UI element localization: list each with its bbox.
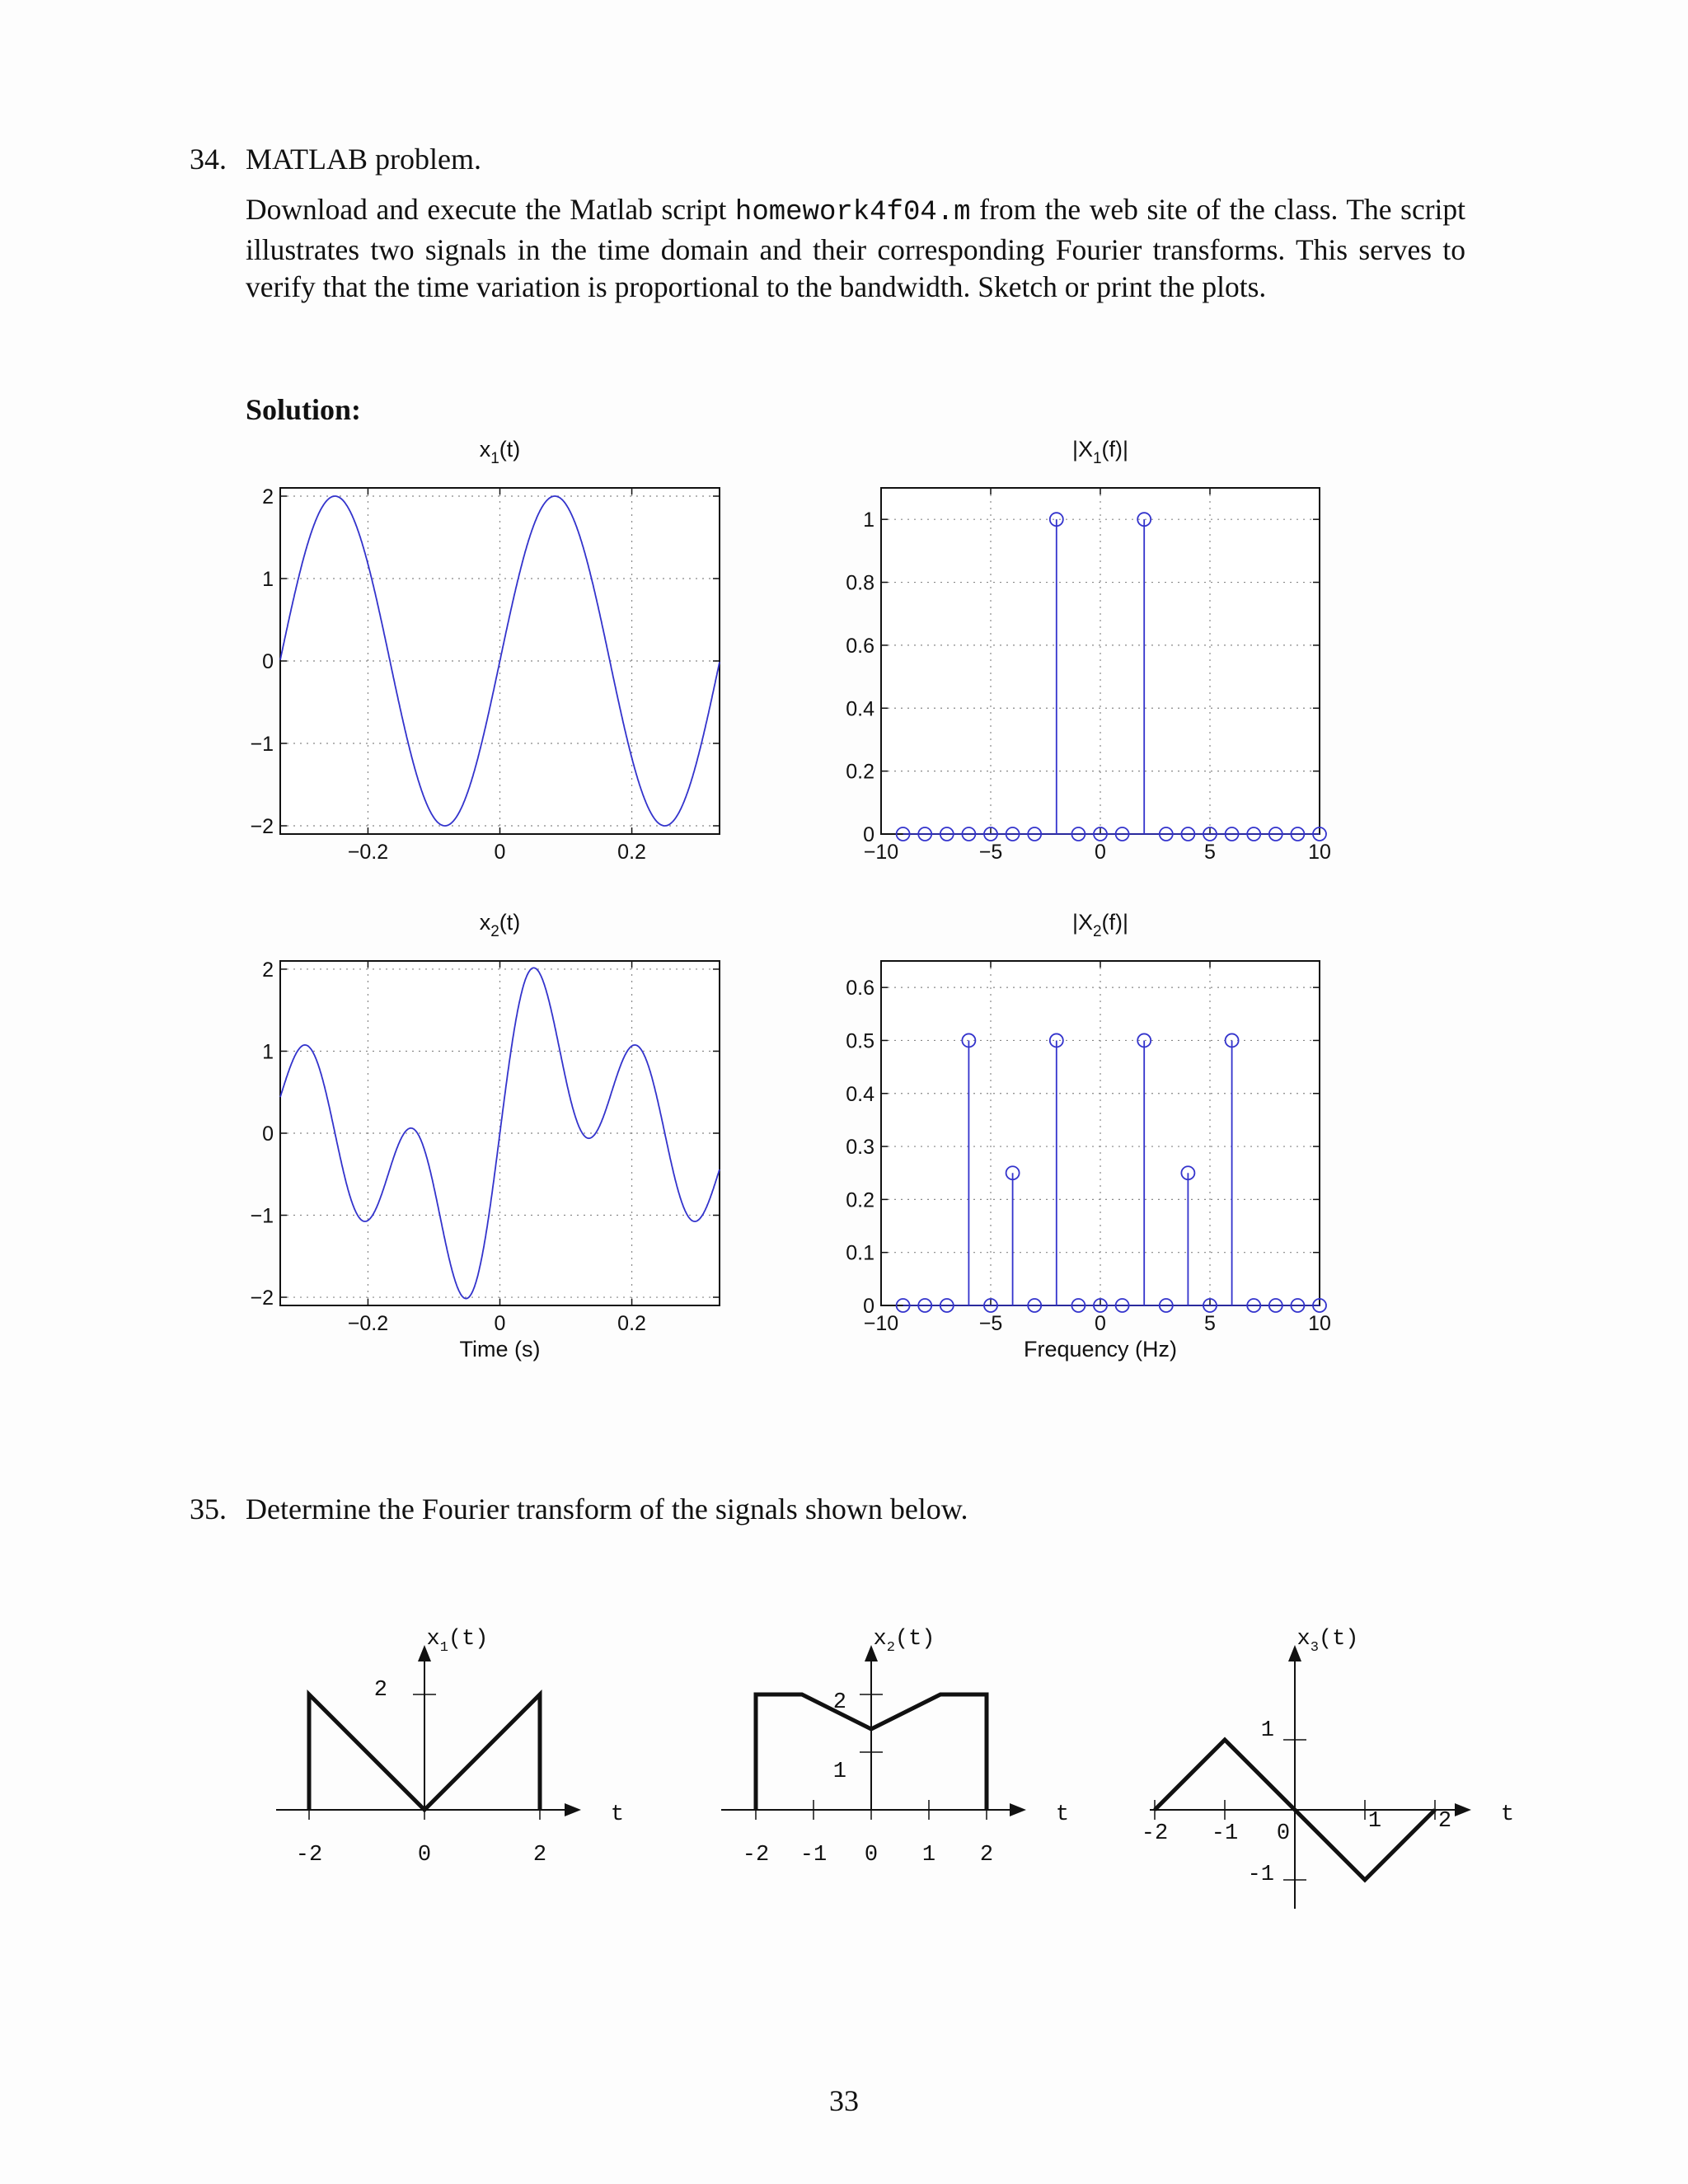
y-tick-label: 0.3 [846, 1136, 874, 1160]
chart-title-base: x [1296, 1627, 1311, 1652]
x-tick-label: −0.2 [347, 1312, 389, 1335]
x-tick-label: 0 [1276, 1821, 1291, 1846]
y-tick-label: 0.6 [846, 634, 874, 658]
axis-label-t: t [1500, 1802, 1515, 1827]
chart-title-sub: 2 [1092, 923, 1102, 940]
y-tick-label: 1 [1260, 1718, 1274, 1743]
x-tick-label: 0 [1095, 1312, 1106, 1335]
chart-panel-1 [250, 437, 720, 864]
problem-34-text-after: from the web site of the class. The script illustrates two signals in the time domain and their corresponding Fourier transforms. This serves to verify that the time variation is proportional to the bandwidth. Sketch or print the plots. [246, 193, 1466, 303]
chart-title-base: x [873, 1627, 887, 1652]
x-tick-label: −10 [863, 841, 899, 864]
x-tick-label: 10 [1308, 1312, 1331, 1335]
chart-title-tail: (t) [1318, 1627, 1359, 1652]
y-tick-label: 2 [832, 1690, 846, 1715]
script-name: homework4f04.m [734, 197, 971, 228]
x-tick-label: 0.2 [617, 1312, 646, 1335]
chart-title [873, 1627, 935, 1656]
x-tick-label: 0.2 [617, 841, 646, 864]
x-tick-label: 1 [1367, 1809, 1382, 1834]
x-tick-label: 2 [979, 1843, 994, 1868]
y-tick-label: 1 [262, 568, 274, 591]
chart-title-sub: 3 [1310, 1640, 1319, 1656]
chart-title-base: x [479, 437, 491, 462]
x-axis-arrow [1010, 1803, 1026, 1816]
y-tick-label: 0.4 [846, 697, 874, 721]
chart-title-tail: (t) [894, 1627, 935, 1652]
y-tick-label: 1 [863, 509, 874, 532]
chart-title-tail: (t) [499, 910, 521, 935]
x-tick-label: 5 [1204, 841, 1216, 864]
chart-title-sub: 1 [490, 450, 499, 467]
y-tick-label: 0.1 [846, 1241, 874, 1265]
y-tick-label: 0.8 [846, 571, 874, 595]
chart-title [1072, 437, 1128, 467]
chart-title-sub: 2 [886, 1640, 895, 1656]
chart-title-tail: (f)| [1101, 437, 1129, 462]
problem-34-title: MATLAB problem. [246, 143, 481, 176]
chart-title-base: |X [1071, 910, 1093, 935]
chart-title [1296, 1627, 1358, 1656]
y-tick-label: 2 [262, 485, 274, 509]
y-tick-label: 0 [863, 1295, 874, 1318]
y-tick-label: 0.4 [846, 1082, 874, 1106]
problem-35-heading [190, 1492, 968, 1526]
axis-label-t: t [610, 1802, 625, 1827]
chart-title-tail: (t) [499, 437, 521, 462]
chart-title-sub: 2 [490, 923, 499, 940]
chart-title-sub: 1 [1092, 450, 1102, 467]
x-tick-label: −5 [978, 1312, 1003, 1335]
chart-title [1072, 910, 1128, 940]
y-tick-label: 0.2 [846, 1188, 874, 1212]
y-tick-label: -1 [1247, 1863, 1274, 1887]
x-tick-label: 2 [1437, 1809, 1452, 1834]
sketch-3 [1142, 1627, 1514, 1909]
y-tick-label: 0.2 [846, 760, 874, 784]
x-axis-arrow [565, 1803, 581, 1816]
y-tick-label: −2 [250, 1286, 274, 1310]
sketch-2 [721, 1627, 1069, 1868]
x-tick-label: 0 [494, 841, 506, 864]
chart-panel-4 [846, 910, 1331, 1361]
y-tick-label: 0 [262, 1122, 274, 1146]
x-tick-label: -1 [799, 1843, 828, 1868]
x-tick-label: 2 [532, 1843, 547, 1868]
x-tick-label: -2 [1141, 1821, 1169, 1846]
x-tick-label: -2 [295, 1843, 323, 1868]
y-tick-label: 2 [262, 958, 274, 982]
page-number: 33 [829, 2084, 859, 2117]
chart-panel-2 [846, 437, 1331, 864]
x-tick-label: 0 [1095, 841, 1106, 864]
x-tick-label: -1 [1211, 1821, 1239, 1846]
x-tick-label: 5 [1204, 1312, 1216, 1335]
y-tick-label: 0.6 [846, 977, 874, 1001]
x-tick-label: 1 [921, 1843, 936, 1868]
y-tick-label: 0.5 [846, 1029, 874, 1053]
solution-label: Solution: [246, 393, 362, 426]
x-tick-label: 0 [864, 1843, 879, 1868]
y-tick-label: −1 [250, 733, 274, 756]
problem-35-number: 35. [190, 1493, 227, 1526]
x-tick-label: 0 [417, 1843, 432, 1868]
x-tick-label: -2 [742, 1843, 770, 1868]
x-tick-label: 10 [1308, 841, 1331, 864]
chart-title-base: |X [1071, 437, 1093, 462]
x-tick-label: −10 [863, 1312, 899, 1335]
x-axis-label: Frequency (Hz) [1023, 1337, 1178, 1361]
y-tick-label: 0 [863, 823, 874, 846]
y-tick-label: 1 [262, 1040, 274, 1064]
axis-label-t: t [1055, 1802, 1070, 1827]
y-tick-label: −2 [250, 815, 274, 838]
x-axis-label: Time (s) [459, 1337, 541, 1361]
problem-35-text: Determine the Fourier transform of the signals shown below. [246, 1493, 968, 1526]
chart-title [480, 910, 521, 940]
chart-title [426, 1627, 488, 1656]
y-tick-label: −1 [250, 1204, 274, 1228]
y-tick-label: 0 [262, 650, 274, 673]
x-tick-label: 0 [494, 1312, 506, 1335]
y-tick-label: 1 [832, 1760, 846, 1784]
chart-title-base: x [479, 910, 491, 935]
chart-title-base: x [426, 1627, 440, 1652]
chart-title [480, 437, 521, 467]
problem-34-text-before: Download and execute the Matlab script [246, 193, 735, 226]
chart-title-tail: (t) [448, 1627, 489, 1652]
chart-panel-3 [250, 910, 720, 1361]
x-axis-arrow [1455, 1803, 1471, 1816]
x-tick-label: −0.2 [347, 841, 389, 864]
chart-title-sub: 1 [439, 1640, 448, 1656]
y-tick-label: 2 [373, 1678, 387, 1703]
x-tick-label: −5 [978, 841, 1003, 864]
sketch-1 [276, 1627, 624, 1868]
chart-title-tail: (f)| [1101, 910, 1129, 935]
problem-34-number: 34. [190, 143, 227, 176]
